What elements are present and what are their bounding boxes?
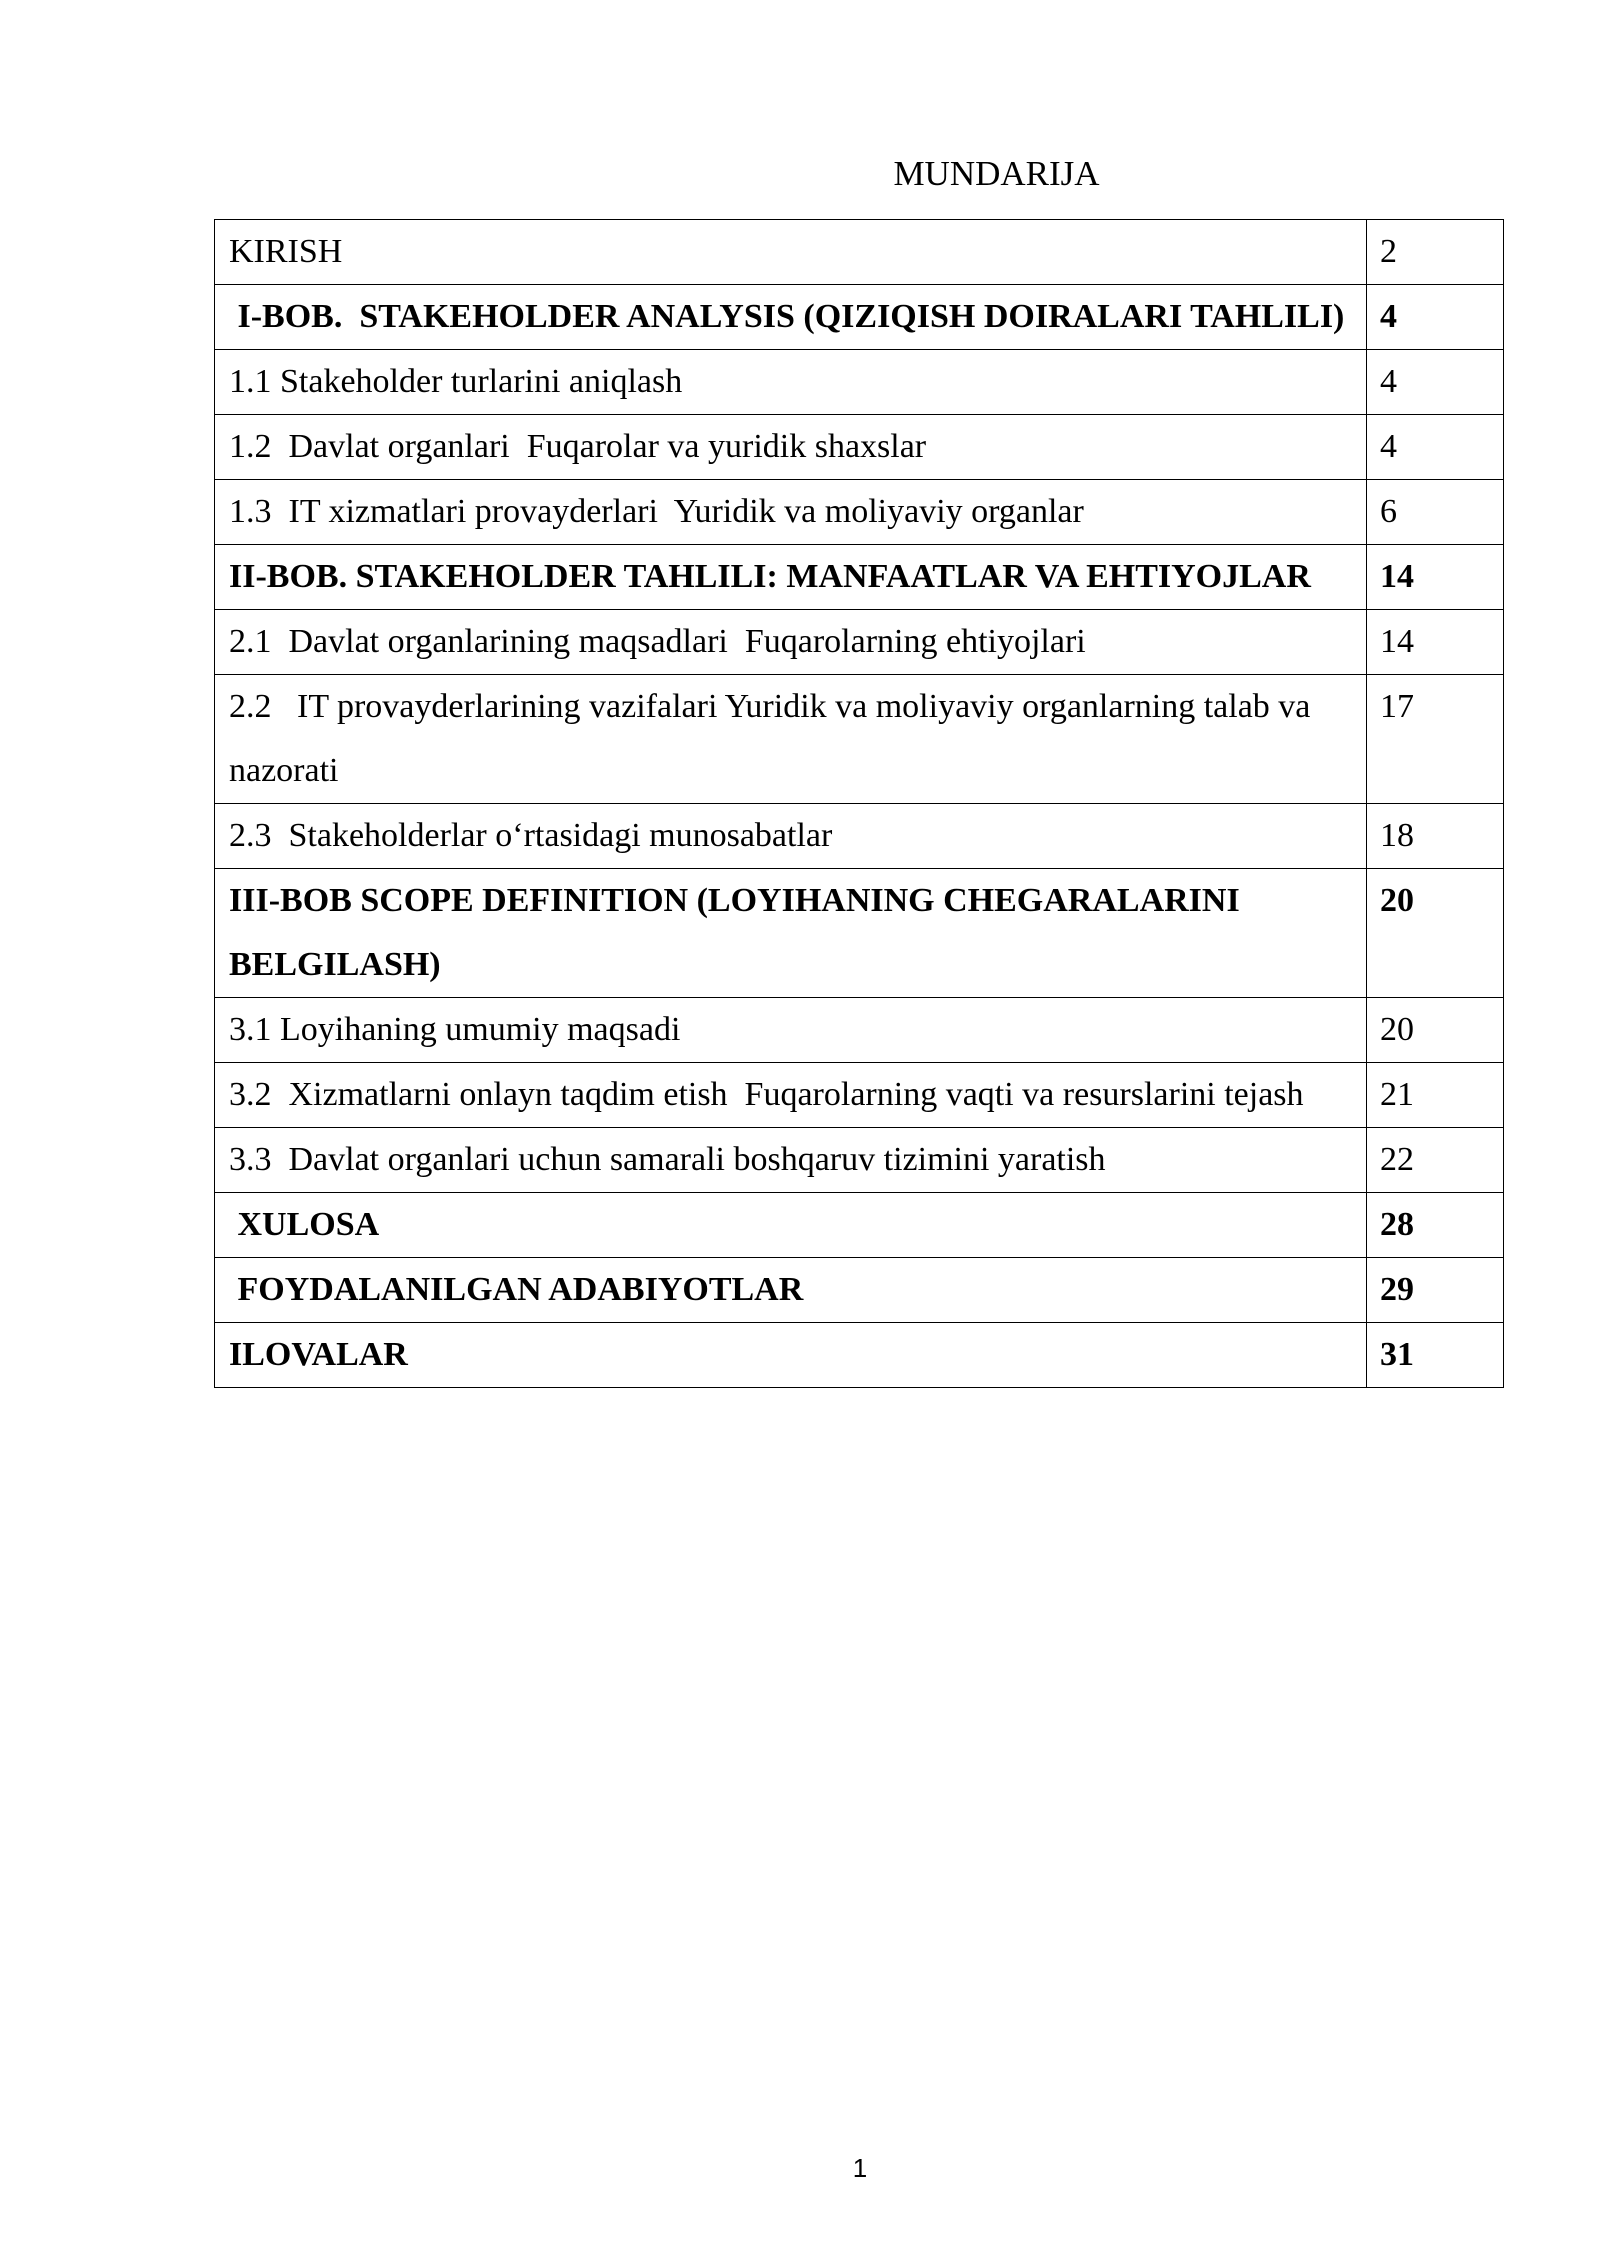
toc-row: [215, 869, 1504, 998]
toc-row: [215, 1193, 1504, 1258]
toc-entry-page: 20: [1367, 998, 1504, 1063]
toc-entry-title: 1.1 Stakeholder turlarini aniqlash: [215, 350, 1367, 415]
toc-entry-page: 29: [1367, 1258, 1504, 1323]
toc-entry-page: 21: [1367, 1063, 1504, 1128]
toc-entry-title: 1.2 Davlat organlari Fuqarolar va yuridik shaxslar: [215, 415, 1367, 480]
toc-entry-page: 14: [1367, 545, 1504, 610]
toc-row: [215, 220, 1504, 285]
toc-entry-title: XULOSA: [215, 1193, 1367, 1258]
toc-entry-page: 2: [1367, 220, 1504, 285]
page-title: MUNDARIJA: [893, 154, 1100, 193]
toc-row: [215, 545, 1504, 610]
toc-entry-title: II-BOB. STAKEHOLDER TAHLILI: MANFAATLAR VA EHTIYOJLAR: [215, 545, 1367, 610]
toc-entry-title: FOYDALANILGAN ADABIYOTLAR: [215, 1258, 1367, 1323]
page-number: 1: [852, 2153, 868, 2183]
toc-row: [215, 415, 1504, 480]
toc-entry-page: 4: [1367, 415, 1504, 480]
toc-entry-page: 6: [1367, 480, 1504, 545]
toc-entry-page: 22: [1367, 1128, 1504, 1193]
table-of-contents: [214, 219, 1504, 1388]
toc-row: [215, 610, 1504, 675]
toc-entry-title: 3.1 Loyihaning umumiy maqsadi: [215, 998, 1367, 1063]
toc-row: [215, 350, 1504, 415]
toc-entry-title: KIRISH: [215, 220, 1367, 285]
toc-entry-title: 2.1 Davlat organlarining maqsadlari Fuqarolarning ehtiyojlari: [215, 610, 1367, 675]
toc-row: [215, 1258, 1504, 1323]
toc-entry-page: 17: [1367, 675, 1504, 804]
toc-entry-title: 3.2 Xizmatlarni onlayn taqdim etish Fuqarolarning vaqti va resurslarini tejash: [215, 1063, 1367, 1128]
toc-row: [215, 1323, 1504, 1388]
toc-row: [215, 1063, 1504, 1128]
toc-row: [215, 285, 1504, 350]
toc-row: [215, 675, 1504, 804]
toc-entry-title: 2.3 Stakeholderlar o‘rtasidagi munosabatlar: [215, 804, 1367, 869]
toc-row: [215, 1128, 1504, 1193]
toc-entry-title: III-BOB SCOPE DEFINITION (LOYIHANING CHEGARALARINI BELGILASH): [215, 869, 1367, 998]
toc-entry-page: 14: [1367, 610, 1504, 675]
toc-entry-page: 4: [1367, 285, 1504, 350]
toc-entry-title: 2.2 IT provayderlarining vazifalari Yuridik va moliyaviy organlarning talab va nazorati: [215, 675, 1367, 804]
toc-entry-page: 18: [1367, 804, 1504, 869]
toc-entry-title: 3.3 Davlat organlari uchun samarali boshqaruv tizimini yaratish: [215, 1128, 1367, 1193]
toc-entry-page: 31: [1367, 1323, 1504, 1388]
toc-entry-page: 28: [1367, 1193, 1504, 1258]
toc-entry-page: 4: [1367, 350, 1504, 415]
toc-entry-title: ILOVALAR: [215, 1323, 1367, 1388]
toc-body: [215, 220, 1504, 1388]
toc-row: [215, 998, 1504, 1063]
toc-entry-page: 20: [1367, 869, 1504, 998]
toc-row: [215, 804, 1504, 869]
toc-row: [215, 480, 1504, 545]
toc-entry-title: 1.3 IT xizmatlari provayderlari Yuridik va moliyaviy organlar: [215, 480, 1367, 545]
toc-entry-title: I-BOB. STAKEHOLDER ANALYSIS (QIZIQISH DOIRALARI TAHLILI): [215, 285, 1367, 350]
